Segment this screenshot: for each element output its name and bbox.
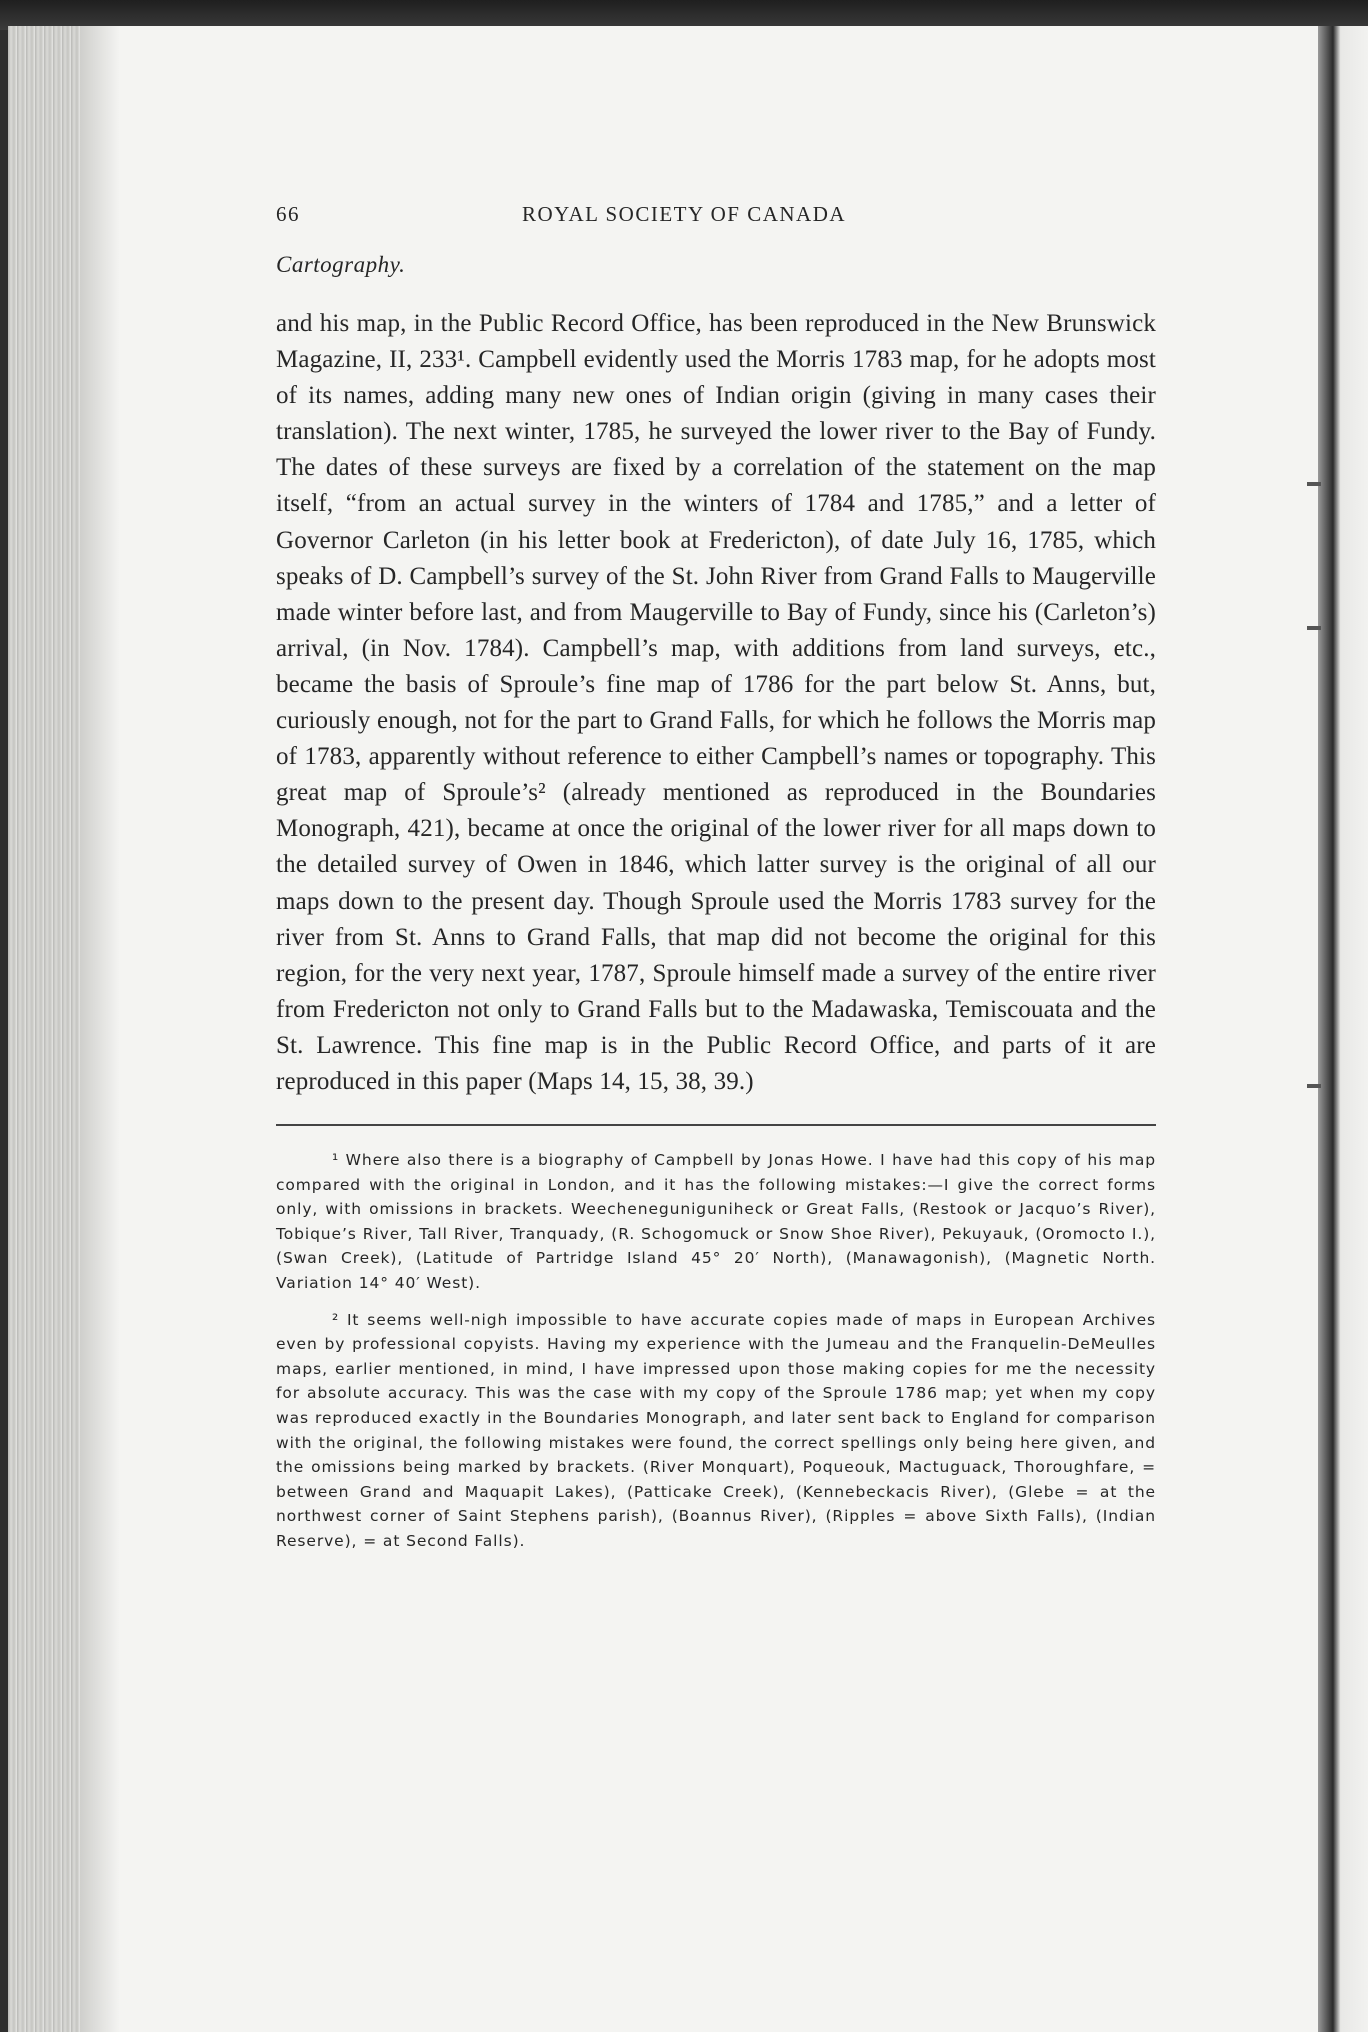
footnote-1: ¹ Where also there is a biography of Campbell by Jonas Howe. I have had this copy of his map compared with the original in London, and it has the following mistakes:—I give the correct forms only, with omissions in brackets. Weecheneguniguniheck or Great Falls, (Restook or Jacquo’s River), Tobique’s River, Tall River, Tranquady, (R. Schogomuck or Snow Shoe River), Pekuyauk, (Oromocto I.), (Swan Creek), (Latitude of Partridge Island 45° 20′ North), (Manawagonish), (Magnetic North. Variation 14° 40′ West). (276, 1151, 1156, 1293)
running-header (276, 200, 1156, 230)
body-paragraph: and his map, in the Public Record Office, has been reproduced in the New Brunswick Magazine, II, 233¹. Campbell evidently used the Morris 1783 map, for he adopts most of its names, adding many new ones of Indian origin (giving in many cases their translation). The next winter, 1785, he surveyed the lower river to the Bay of Fundy. The dates of these surveys are fixed by a correlation of the statement on the map itself, “from an actual survey in the winters of 1784 and 1785,” and a letter of Governor Carleton (in his letter book at Fredericton), of date July 16, 1785, which speaks of D. Campbell’s survey of the St. John River from Grand Falls to Maugerville made winter before last, and from Maugerville to Bay of Fundy, since his (Carleton’s) arrival, (in Nov. 1784). Campbell’s map, with additions from land surveys, etc., became the basis of Sproule’s fine map of 1786 for the part below St. Anns, but, curiously enough, not for the part to Grand Falls, for which he follows the Morris map of 1783, apparently without reference to either Campbell’s names or topography. This great map of Sproule’s² (already mentioned as reproduced in the Boundaries Monograph, 421), became at once the original of the lower river for all maps down to the detailed survey of Owen in 1846, which latter survey is the original of all our maps down to the present day. Though Sproule used the Morris 1783 survey for the river from St. Anns to Grand Falls, that map did not become the original for this region, for the very next year, 1787, Sproule himself made a survey of the entire river from Fredericton not only to Grand Falls but to the Madawaska, Temiscouata and the St. Lawrence. This fine map is in the Public Record Office, and parts of it are reproduced in this paper (Maps 14, 15, 38, 39.) (276, 310, 1156, 1095)
page-right-edge (1318, 26, 1368, 2032)
edge-mark (1307, 626, 1321, 630)
footnote-2: ² It seems well-nigh impossible to have accurate copies made of maps in European Archives even by professional copyists. Having my experience with the Jumeau and the Franquelin-DeMeulles maps, earlier mentioned, in mind, I have impressed upon those making copies for me the necessity for absolute accuracy. This was the case with my copy of the Sproule 1786 map; yet when my copy was reproduced exactly in the Boundaries Monograph, and later sent back to England for comparison with the original, the following mistakes were found, the correct spellings only being here given, and the omissions being marked by brackets. (River Monquart), Poqueouk, Mactuguack, Thoroughfare, = between Grand and Maquapit Lakes), (Patticake Creek), (Kennebeckacis River), (Glebe = at the northwest corner of Saint Stephens parish), (Boannus River), (Ripples = above Sixth Falls), (Indian Reserve), = at Second Falls). (276, 1310, 1156, 1550)
spine-shadow (80, 26, 120, 2032)
header-title: ROYAL SOCIETY OF CANADA (522, 202, 847, 226)
page-content (276, 200, 1156, 1554)
page-number: 66 (276, 202, 300, 226)
edge-mark (1307, 1084, 1321, 1088)
edge-mark (1307, 482, 1321, 486)
book-spine-edge (8, 26, 80, 2032)
footnote-divider (276, 1124, 1156, 1126)
section-label: Cartography. (276, 252, 406, 277)
